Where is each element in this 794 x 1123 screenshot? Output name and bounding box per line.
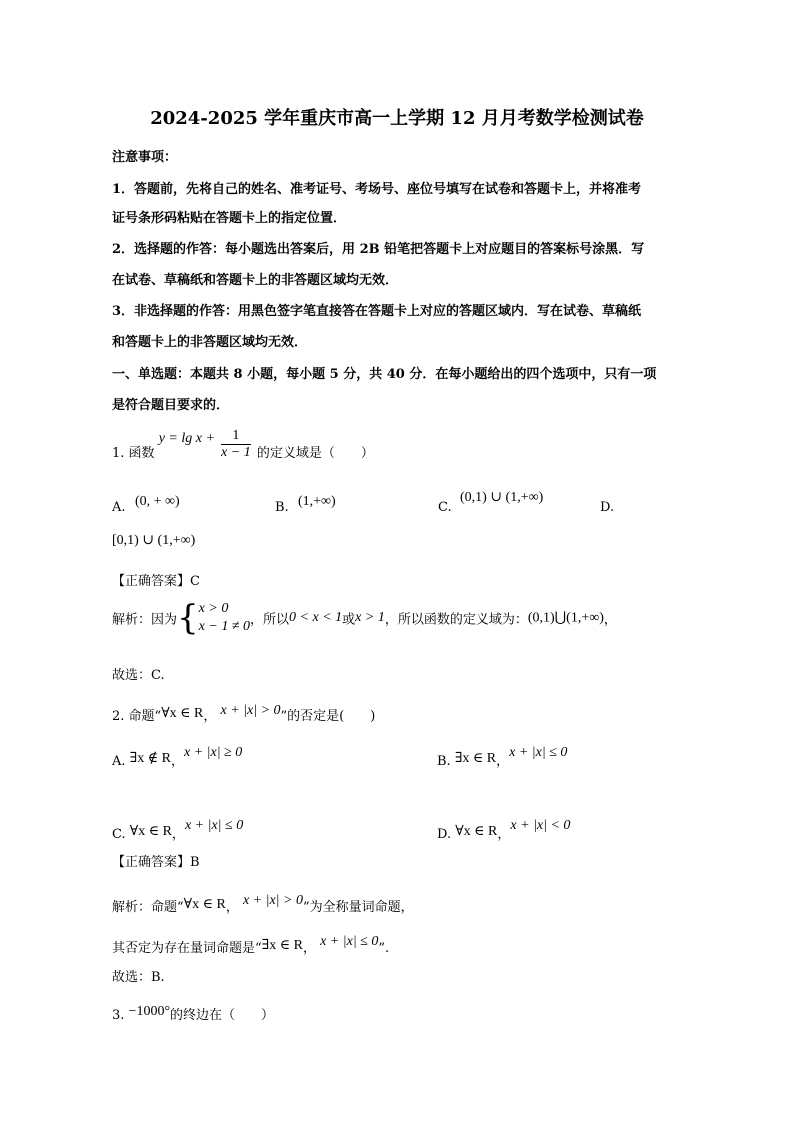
q2-option-a-label: A. <box>112 754 126 769</box>
q2-analysis-2-expr: x + |x| ≤ 0 <box>320 934 379 949</box>
q1-analysis-or: 或 <box>342 612 356 628</box>
q1-cond-1: 0 < x < 1 <box>289 610 343 625</box>
q2-quantifier: ∀x ∈ R <box>161 706 204 721</box>
q1-system-line-2: x − 1 ≠ 0 <box>198 619 251 634</box>
q2-option-c-quant: ∀x ∈ R <box>129 824 172 839</box>
q1-analysis <box>112 600 617 636</box>
q1-conclusion: 故选：C. <box>112 668 165 683</box>
q2-suffix: ”的否定是( ) <box>280 709 376 724</box>
q1-analysis-end: ， <box>603 612 617 628</box>
q3-expr: −1000° <box>128 1004 171 1019</box>
q2-option-d-quant: ∀x ∈ R <box>455 824 498 839</box>
q2-analysis-1-expr: x + |x| > 0 <box>242 893 303 908</box>
q1-prefix: 1. 函数 <box>112 446 155 461</box>
q1-cond-2: x > 1 <box>355 610 385 625</box>
q2-option-b: B. ∃x ∈ R，x + |x| ≤ 0 <box>437 745 568 769</box>
q3-suffix: 的终边在（ ） <box>170 1008 275 1023</box>
q1-system-line-1: x > 0 <box>198 601 229 616</box>
section-heading-line-1: 一、单选题：本题共 8 小题，每小题 5 分，共 40 分．在每小题给出的四个选项中，只有一项 <box>112 367 657 382</box>
q3-prefix: 3. <box>112 1008 125 1023</box>
q2-option-d-label: D. <box>437 827 452 842</box>
q2-answer: 【正确答案】B <box>112 855 200 870</box>
q1-fraction <box>221 428 251 461</box>
q1-analysis-prefix: 解析：因为 <box>112 612 178 628</box>
q2-stem <box>112 703 375 724</box>
notice-heading: 注意事项： <box>112 150 178 165</box>
q2-option-d: D. ∀x ∈ R，x + |x| < 0 <box>437 818 571 842</box>
q1-option-b-expr: (1,+∞) <box>298 494 336 509</box>
notice-line-1: 1．答题前，先将自己的姓名、准考证号、考场号、座位号填写在试卷和答题卡上，并将准考 <box>112 182 642 197</box>
q2-analysis-1-quant: ∀x ∈ R <box>183 897 226 912</box>
q1-answer: 【正确答案】C <box>112 574 200 589</box>
q1-option-b-label: B. <box>275 500 289 515</box>
q1-option-c-expr: (0,1) ∪ (1,+∞) <box>460 490 544 505</box>
q2-analysis-2-quant: ∃x ∈ R <box>261 938 303 953</box>
q2-option-a: A. ∃x ∉ R，x + |x| ≥ 0 <box>112 745 243 769</box>
section-heading-line-2: 是符合题目要求的． <box>112 398 230 413</box>
notice-line-5: 3．非选择题的作答：用黑色签字笔直接答在答题卡上对应的答题区域内．写在试卷、草稿纸 <box>112 304 642 319</box>
notice-line-4: 在试卷、草稿纸和答题卡上的非答题区域均无效． <box>112 273 399 288</box>
q1-frac-den: x − 1 <box>221 445 251 460</box>
q1-analysis-mid-2: ，所以函数的定义域为： <box>384 612 528 628</box>
q2-analysis-2: 其否定为存在量词命题是“∃x ∈ R， x + |x| ≤ 0”. <box>112 934 390 956</box>
q2-expr: x + |x| > 0 <box>220 703 281 718</box>
q1-option-a-label: A. <box>112 500 126 515</box>
q2-analysis-1-prefix: 解析：命题“ <box>112 900 184 915</box>
q1-system <box>199 600 250 636</box>
q1-stem <box>112 428 374 461</box>
q1-domain: (0,1)⋃(1,+∞) <box>527 610 604 626</box>
q3-stem <box>112 1004 274 1023</box>
q2-analysis-2-prefix: 其否定为存在量词命题是“ <box>112 941 262 956</box>
q2-analysis-1-suffix: ”为全称量词命题， <box>302 900 414 915</box>
q2-analysis-2-suffix: ”. <box>378 941 390 956</box>
q2-option-c-label: C. <box>112 827 126 842</box>
q2-option-c: C. ∀x ∈ R，x + |x| ≤ 0 <box>112 818 244 842</box>
q2-option-a-quant: ∃x ∉ R <box>129 751 171 766</box>
q2-option-a-expr: x + |x| ≥ 0 <box>183 745 243 760</box>
q1-system-brace: { <box>177 598 199 638</box>
notice-line-2: 证号条形码粘贴在答题卡上的指定位置． <box>112 211 347 226</box>
q1-frac-num: 1 <box>221 428 251 445</box>
q2-option-b-quant: ∃x ∈ R <box>454 751 497 766</box>
q2-comma: ， <box>203 709 217 724</box>
page-title: 2024-2025 学年重庆市高一上学期 12 月月考数学检测试卷 <box>150 108 644 129</box>
q2-prefix: 2. 命题“ <box>112 709 162 724</box>
q1-suffix: 的定义域是（ ） <box>256 446 374 461</box>
q2-option-b-expr: x + |x| ≤ 0 <box>509 745 568 760</box>
q2-conclusion: 故选：B. <box>112 970 165 985</box>
q1-option-c-label: C. <box>438 500 452 515</box>
q2-analysis-1: 解析：命题“∀x ∈ R， x + |x| > 0”为全称量词命题， <box>112 893 414 915</box>
q2-option-c-expr: x + |x| ≤ 0 <box>184 818 244 833</box>
q1-formula-lhs: y = lg x + <box>158 431 215 446</box>
q2-option-d-expr: x + |x| < 0 <box>510 818 571 833</box>
q1-option-a-expr: (0, + ∞) <box>135 494 180 509</box>
q1-option-d-label: D. <box>600 500 615 515</box>
q1-analysis-mid-1: ，所以 <box>250 612 290 628</box>
notice-line-3: 2．选择题的作答：每小题选出答案后，用 2B 铅笔把答题卡上对应题目的答案标号涂黑．写 <box>112 242 645 257</box>
notice-line-6: 和答题卡上的非答题区域均无效． <box>112 335 308 350</box>
q2-option-b-label: B. <box>437 754 451 769</box>
q1-option-d-expr: [0,1) ∪ (1,+∞) <box>112 533 196 548</box>
